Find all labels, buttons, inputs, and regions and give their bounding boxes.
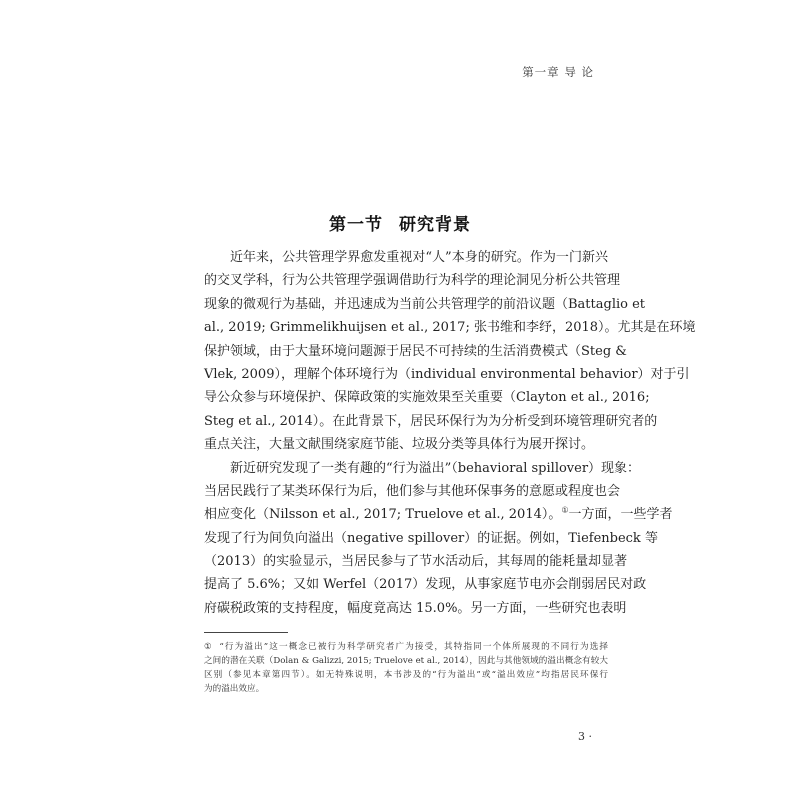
paragraph-line: （2013）的实验显示，当居民参与了节水活动后，其每周的能耗量却显著 [204, 554, 628, 570]
paragraph-line: 近年来，公共管理学界愈发重视对“人”本身的研究。作为一门新兴 [230, 250, 608, 265]
footnote [204, 640, 608, 696]
paragraph-line: 发现了行为间负向溢出（negative spillover）的证据。例如，Tiefenbeck 等 [204, 530, 658, 546]
page-number: 3 · [578, 730, 592, 743]
footnote-line: 区别（参见本章第四节）。如无特殊说明，本书涉及的“行为溢出”或“溢出效应”均指居民环保行 [204, 670, 608, 680]
section-title [0, 210, 800, 235]
paragraph-line: 导公众参与环境保护、保障政策的实施效果至关重要（Clayton et al., 2016; [204, 390, 650, 406]
paragraph-line: 重点关注，大量文献围绕家庭节能、垃圾分类等具体行为展开探讨。 [204, 437, 595, 453]
footnote-line [204, 640, 608, 654]
paragraph-line: 府碳税政策的支持程度，幅度竟高达 15.0%。另一方面，一些研究也表明 [204, 600, 627, 616]
footnote-number: ① [204, 642, 212, 652]
paragraph-text: 一方面，一些学者 [568, 507, 673, 523]
paragraph-line: al., 2019; Grimmelikhuijsen et al., 2017; 张书维和李纾，2018）。尤其是在环境 [204, 320, 696, 336]
footnote-line: 之间的潜在关联（Dolan & Galizzi, 2015; Truelove et al., 2014），因此与其他领域的溢出概念有较大 [204, 656, 608, 666]
paragraph-line: 保护领域，由于大量环境问题源于居民不可持续的生活消费模式（Steg & [204, 343, 627, 359]
paragraph-line [204, 503, 673, 526]
footnote-divider [204, 632, 288, 633]
paragraph-line: 现象的微观行为基础，并迅速成为当前公共管理学的前沿议题（Battaglio et [204, 296, 646, 312]
paragraph-line: 当居民践行了某类环保行为后，他们参与其他环保事务的意愿或程度也会 [204, 483, 621, 499]
running-header: 第一章 导 论 [522, 65, 594, 79]
paragraph-line: 新近研究发现了一类有趣的“行为溢出”（behavioral spillover）现象： [230, 460, 641, 476]
footnote-text: “行为溢出”这一概念已被行为科学研究者广为接受，其特指同一个体所展现的不同行为选择 [219, 642, 608, 652]
footnote-marker[interactable]: ① [561, 505, 569, 515]
citation-text: 相应变化（Nilsson et al., 2017; Truelove et al., 2014）。 [204, 507, 562, 523]
body-text [204, 246, 696, 620]
paragraph-line: Steg et al., 2014）。在此背景下，居民环保行为为分析受到环境管理研究者的 [204, 413, 658, 429]
paragraph-line: 提高了 5.6%；又如 Werfel（2017）发现，从事家庭节电亦会削弱居民对政 [204, 577, 647, 593]
footnote-line: 为的溢出效应。 [204, 684, 265, 694]
section-heading: 研究背景 [399, 215, 471, 235]
paragraph-line: Vlek, 2009），理解个体环境行为（individual environmental behavior）对于引 [204, 366, 690, 382]
paragraph-line: 的交叉学科，行为公共管理学强调借助行为科学的理论洞见分析公共管理 [204, 273, 621, 289]
section-number: 第一节 [329, 215, 383, 235]
